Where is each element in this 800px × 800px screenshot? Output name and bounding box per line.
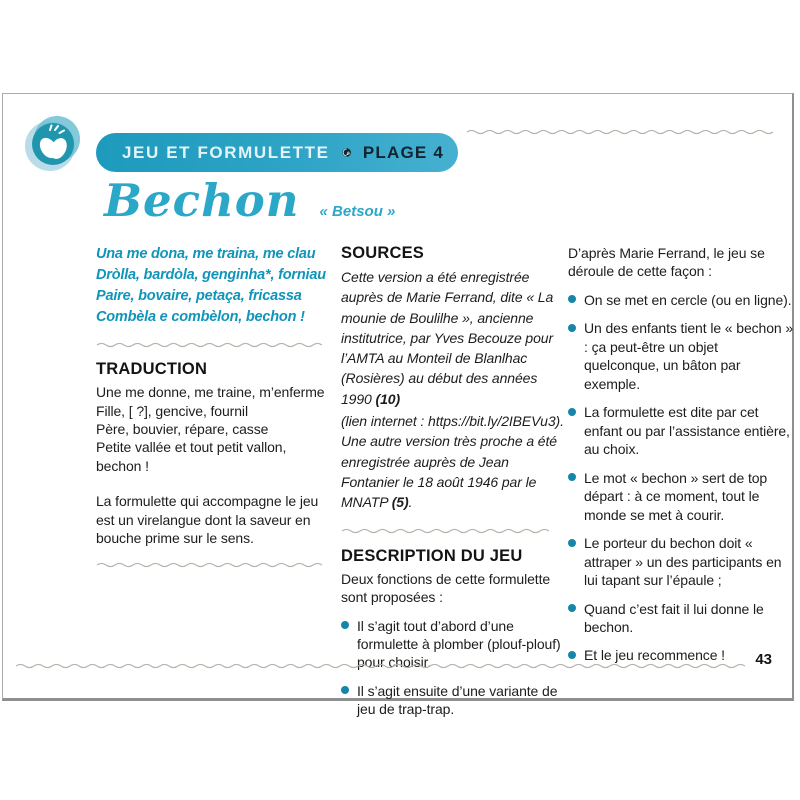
verse-line: Dròlla, bardòla, genginha*, forniau <box>96 267 326 284</box>
traduction-heading: TRADUCTION <box>96 360 208 379</box>
sources-heading: SOURCES <box>341 244 424 262</box>
verse-line: Una me dona, me traina, me clau <box>96 246 316 262</box>
list-item: La formulette est dite par cet enfant ou par l’assistance entière, au choix. <box>568 403 796 458</box>
wavy-divider <box>341 527 556 535</box>
sources-text: Cette version a été enregistrée auprès de Marie Ferrand, dite « La mounie de Boulilhe », ancienne institutrice, par Yves Becouze pour l’AMTA au Monteil de Blanlhac (Rosières) au début des années 1990 <box>341 269 554 407</box>
list-item: Le mot « bechon » sert de top départ : à ce moment, tout le monde se met à courir. <box>568 469 796 524</box>
cd-music-icon <box>342 139 351 166</box>
right-column <box>568 244 796 675</box>
formulette-note: La formulette qui accompagne le jeu est un virelangue dont la saveur en bouche prime sur le sens. <box>96 493 319 547</box>
list-item: Quand c’est fait il lui donne le bechon. <box>568 600 796 637</box>
scanned-page <box>2 93 794 718</box>
wavy-divider <box>96 561 324 569</box>
sources-text: . <box>408 494 413 511</box>
verse-line: Paire, bovaire, petaça, fricassa <box>96 288 302 305</box>
traduction-line: Fille, [ ?], gencive, fournil <box>96 402 248 419</box>
wavy-divider <box>466 128 776 136</box>
list-item: Il s’agit ensuite d’une variante de jeu de trap-trap. <box>341 682 565 719</box>
sources-paragraph-2 <box>341 411 565 512</box>
sources-paragraph-1 <box>341 267 565 409</box>
wavy-divider <box>15 662 745 670</box>
traduction-line: bechon ! <box>96 457 149 474</box>
traduction-line: Petite vallée et tout petit vallon, <box>96 439 287 456</box>
traduction-line: Père, bouvier, répare, casse <box>96 421 269 437</box>
page-title: Bechon <box>104 174 300 227</box>
traduction-text <box>96 383 334 475</box>
list-item: Il s’agit tout d’abord d’une formulette à plomber (plouf-plouf) pour choisir. <box>341 617 565 672</box>
wavy-divider <box>96 341 324 349</box>
occitan-verse <box>96 244 334 328</box>
title-row <box>104 174 396 227</box>
list-item: Un des enfants tient le « bechon » : ça peut-être un objet quelconque, un bâton par exemple. <box>568 319 796 393</box>
source-reference: (10) <box>375 390 401 407</box>
description-heading: DESCRIPTION DU JEU <box>341 546 523 565</box>
list-item: Et le jeu recommence ! <box>568 646 796 664</box>
verse-line: Combèla e combèlon, bechon ! <box>96 309 305 326</box>
sources-text: (lien internet : https://bit.ly/2IBEVu3). Une autre version très proche a été enregistrée auprès de Jean Fontanier le 18 août 1946 par le MNATP <box>341 413 564 511</box>
banner-title: JEU ET FORMULETTE <box>122 142 330 162</box>
page-number: 43 <box>755 651 772 668</box>
left-column <box>96 244 334 580</box>
clapping-hands-badge <box>25 116 81 172</box>
source-reference: (5) <box>391 494 409 511</box>
list-item: On se met en cercle (ou en ligne). <box>568 291 796 309</box>
section-banner <box>96 133 458 172</box>
traduction-line: Une me donne, me traine, m’enferme <box>96 384 325 401</box>
description-intro: Deux fonctions de cette formulette sont proposées : <box>341 570 551 606</box>
list-item: Le porteur du bechon doit « attraper » un des participants en lui tapant sur l’épaule ; <box>568 534 796 589</box>
game-intro: D’après Marie Ferrand, le jeu se déroule de cette façon : <box>568 245 765 280</box>
clapping-hands-icon <box>33 122 73 164</box>
track-label: PLAGE 4 <box>362 142 444 162</box>
game-steps-list <box>568 291 796 665</box>
phonetic-label: « Betsou » <box>319 203 396 220</box>
middle-column <box>341 244 565 729</box>
